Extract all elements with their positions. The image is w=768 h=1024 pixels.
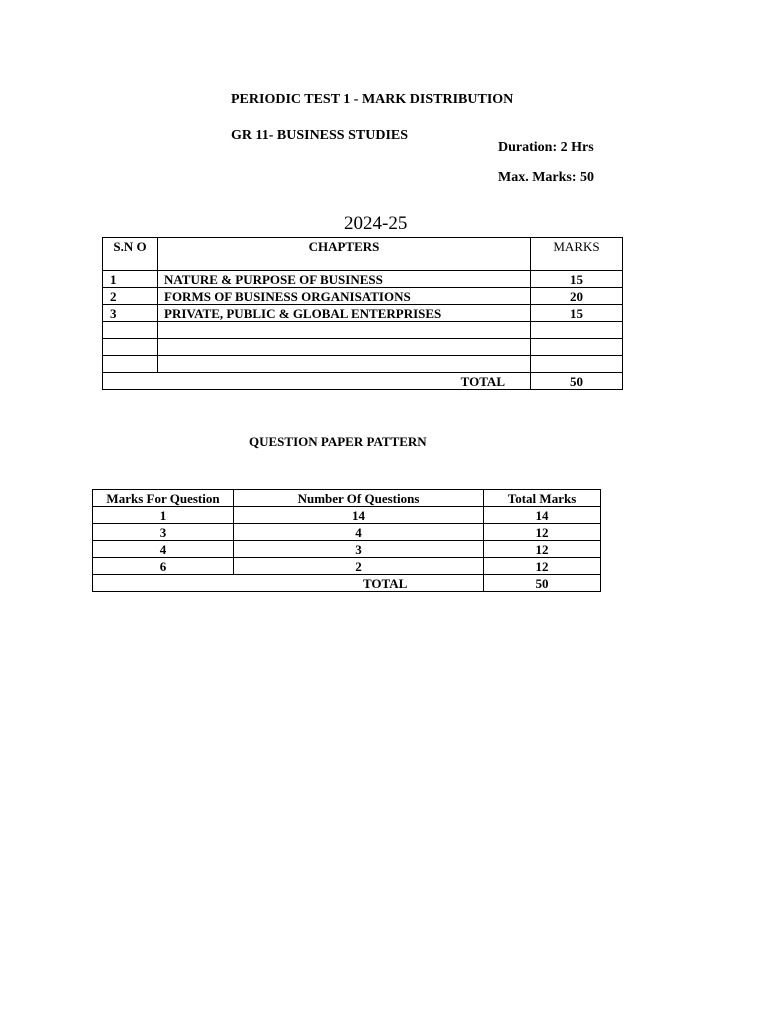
table-row xyxy=(93,524,601,541)
marks-cell: 15 xyxy=(531,271,623,288)
chapter-cell xyxy=(158,339,531,356)
header-number-of-questions: Number Of Questions xyxy=(234,490,484,507)
mark-distribution-table xyxy=(102,237,623,390)
count-cell: 4 xyxy=(234,524,484,541)
sno-cell: 3 xyxy=(103,305,158,322)
academic-year: 2024-25 xyxy=(344,213,408,234)
total-value: 50 xyxy=(531,373,623,390)
max-marks-text: Max. Marks: 50 xyxy=(498,170,595,185)
sno-cell xyxy=(103,356,158,373)
header-sno: S.N O xyxy=(103,238,158,271)
marks-cell: 3 xyxy=(93,524,234,541)
table-row xyxy=(93,541,601,558)
chapter-cell: FORMS OF BUSINESS ORGANISATIONS xyxy=(158,288,531,305)
marks-cell xyxy=(531,339,623,356)
question-pattern-table xyxy=(92,489,601,592)
total-row xyxy=(103,373,623,390)
sno-cell: 1 xyxy=(103,271,158,288)
table-header-row xyxy=(93,490,601,507)
marks-cell: 6 xyxy=(93,558,234,575)
chapter-cell xyxy=(158,322,531,339)
marks-cell xyxy=(531,356,623,373)
table-row xyxy=(103,339,623,356)
total-label: TOTAL xyxy=(93,575,484,592)
chapter-cell: PRIVATE, PUBLIC & GLOBAL ENTERPRISES xyxy=(158,305,531,322)
total-value: 50 xyxy=(484,575,601,592)
table-row xyxy=(103,356,623,373)
sno-cell: 2 xyxy=(103,288,158,305)
sno-cell xyxy=(103,322,158,339)
document-title: PERIODIC TEST 1 - MARK DISTRIBUTION xyxy=(231,92,514,107)
chapter-cell: NATURE & PURPOSE OF BUSINESS xyxy=(158,271,531,288)
pattern-heading: QUESTION PAPER PATTERN xyxy=(249,434,427,449)
total-cell: 12 xyxy=(484,558,601,575)
total-cell: 14 xyxy=(484,507,601,524)
marks-cell: 20 xyxy=(531,288,623,305)
total-label: TOTAL xyxy=(103,373,531,390)
header-marks-for-question: Marks For Question xyxy=(93,490,234,507)
marks-cell xyxy=(531,322,623,339)
table-row xyxy=(93,507,601,524)
header-marks: MARKS xyxy=(531,238,623,271)
subject-line: GR 11- BUSINESS STUDIES xyxy=(231,128,409,143)
header-total-marks: Total Marks xyxy=(484,490,601,507)
marks-cell: 4 xyxy=(93,541,234,558)
marks-cell: 1 xyxy=(93,507,234,524)
header-chapters: CHAPTERS xyxy=(158,238,531,271)
count-cell: 3 xyxy=(234,541,484,558)
count-cell: 14 xyxy=(234,507,484,524)
sno-cell xyxy=(103,339,158,356)
table-row xyxy=(103,271,623,288)
table-row xyxy=(103,322,623,339)
table-row xyxy=(103,288,623,305)
table-row xyxy=(103,305,623,322)
table-row xyxy=(93,558,601,575)
table-header-row xyxy=(103,238,623,271)
marks-cell: 15 xyxy=(531,305,623,322)
duration-text: Duration: 2 Hrs xyxy=(498,140,594,155)
count-cell: 2 xyxy=(234,558,484,575)
total-cell: 12 xyxy=(484,524,601,541)
total-row xyxy=(93,575,601,592)
total-cell: 12 xyxy=(484,541,601,558)
chapter-cell xyxy=(158,356,531,373)
